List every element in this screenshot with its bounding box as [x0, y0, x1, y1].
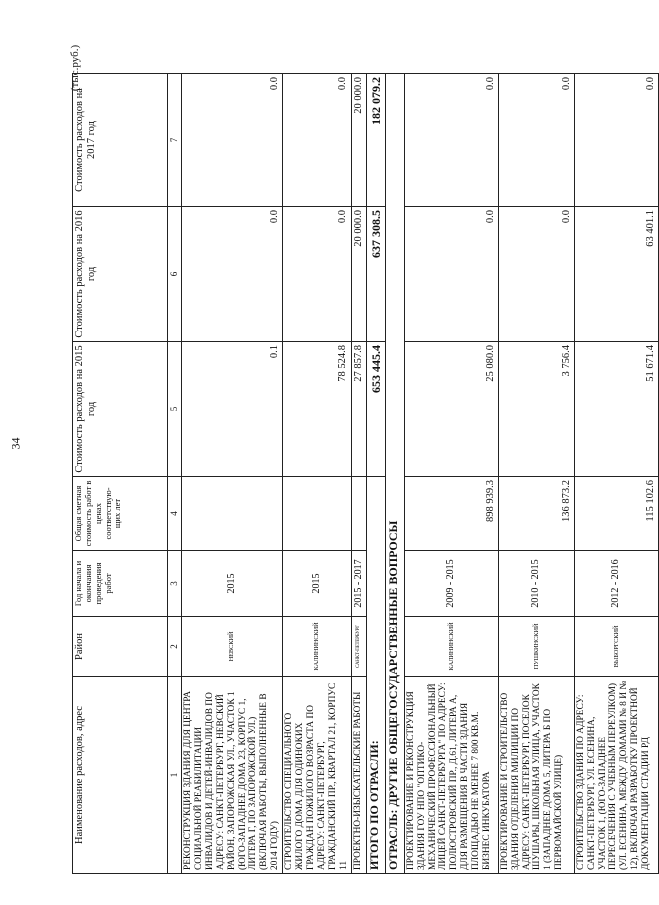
row-name: ПРОЕКТНО-ИЗЫСКАТЕЛЬСКИЕ РАБОТЫ: [351, 677, 366, 874]
row-years: 2010 - 2015: [498, 551, 574, 617]
total-2016: 637 308.5: [366, 207, 385, 342]
row-cost-2015: 0.1: [182, 342, 283, 477]
section-title: ОТРАСЛЬ: ДРУГИЕ ОБЩЕГОСУДАРСТВЕННЫЕ ВОПРОСЫ: [385, 74, 404, 874]
row-cost-2015: 27 857.8: [351, 342, 366, 477]
total-2017: 182 079.2: [366, 74, 385, 207]
row-years: 2009 - 2015: [404, 551, 498, 617]
column-index-row: [168, 74, 182, 874]
budget-table: [72, 73, 659, 874]
col-index: 4: [168, 477, 182, 551]
row-cost-2016: 63 401.1: [574, 207, 658, 342]
col-header-name: Наименование расходов, адрес: [73, 677, 168, 874]
table-row: [574, 74, 658, 874]
row-cost-2015: 51 671.4: [574, 342, 658, 477]
row-cost-2016: 0.0: [283, 207, 351, 342]
row-total-cost: [182, 477, 283, 551]
section-row: [385, 74, 404, 874]
row-name: СТРОИТЕЛЬСТВО ЗДАНИЯ ПО АДРЕСУ: САНКТ-ПЕТЕРБУРГ, УЛ. ЕСЕНИНА, УЧАСТОК 1, (ЮГО-ЗАПАДНЕЕ ПЕРЕСЕЧЕНИЯ С УЧЕБНЫМ ПЕРЕУЛКОМ) (УЛ. ЕСЕНИНА, МЕЖДУ ДОМАМИ № 8 И № 12), ВКЛЮЧАЯ РАЗРАБОТКУ ПРОЕКТНОЙ ДОКУМЕНТАЦИИ СТАДИИ РД: [574, 677, 658, 874]
header-row: [73, 74, 168, 874]
table-row: [404, 74, 498, 874]
col-index: 3: [168, 551, 182, 617]
row-cost-2017: 0.0: [404, 74, 498, 207]
row-cost-2017: 20 000.0: [351, 74, 366, 207]
row-years: 2015 - 2017: [351, 551, 366, 617]
col-index: 5: [168, 342, 182, 477]
table-row: [182, 74, 283, 874]
total-row: [366, 74, 385, 874]
row-district: НЕВСКИЙ: [182, 617, 283, 677]
row-cost-2015: 3 756.4: [498, 342, 574, 477]
row-cost-2015: 25 080.0: [404, 342, 498, 477]
row-cost-2017: 0.0: [574, 74, 658, 207]
col-index: 7: [168, 74, 182, 207]
row-name: ПРОЕКТИРОВАНИЕ И СТРОИТЕЛЬСТВО ЗДАНИЯ ОТДЕЛЕНИЯ МИЛИЦИИ ПО АДРЕСУ: САНКТ-ПЕТЕРБУРГ, ПОСЕЛОК ШУШАРЫ, ШКОЛЬНАЯ УЛИЦА, УЧАСТОК 1 (ЗАПАДНЕЕ ДОМА 5, ЛИТЕРА Б ПО ПЕРВОМАЙСКОЙ УЛИЦЕ): [498, 677, 574, 874]
row-cost-2016: 20 000.0: [351, 207, 366, 342]
row-total-cost: 115 102.6: [574, 477, 658, 551]
row-total-cost: 898 939.3: [404, 477, 498, 551]
row-district: САНКТ-ПЕТЕРБУРГ: [351, 617, 366, 677]
page-number: 34: [8, 437, 23, 450]
row-name: РЕКОНСТРУКЦИЯ ЗДАНИЯ ДЛЯ ЦЕНТРА СОЦИАЛЬНОЙ РЕАБИЛИТАЦИИ ИНВАЛИДОВ И ДЕТЕЙ-ИНВАЛИДОВ ПО АДРЕСУ: САНКТ-ПЕТЕРБУРГ, НЕВСКИЙ РАЙОН, ЗАПОРОЖСКАЯ УЛ., УЧАСТОК 1 (ЮГО-ЗАПАДНЕЕ ДОМА 23, КОРПУС 1, ЛИТЕРА Г, ПО ЗАПОРОЖСКОЙ УЛ.) (ВКЛЮЧАЯ РАБОТЫ, ВЫПОЛНЕННЫЕ В 2014 ГОДУ): [182, 677, 283, 874]
row-district: КАЛИНИНСКИЙ: [283, 617, 351, 677]
row-district: ВЫБОРГСКИЙ: [574, 617, 658, 677]
col-header-total-cost: Общая сметная стоимость работ в ценах соответствую-щих лет: [73, 477, 168, 551]
rotated-page-content: [72, 74, 656, 874]
col-header-2015: Стоимость расходов на 2015 год: [73, 342, 168, 477]
table-row: [351, 74, 366, 874]
row-cost-2016: 0.0: [182, 207, 283, 342]
row-cost-2016: 0.0: [404, 207, 498, 342]
row-years: 2012 - 2016: [574, 551, 658, 617]
row-cost-2017: 0.0: [182, 74, 283, 207]
row-name: ПРОЕКТИРОВАНИЕ И РЕКОНСТРУКЦИЯ ЗДАНИЯ ГОУ НПО "ОПТИКО-МЕХАНИЧЕСКИЙ ПРОФЕССИОНАЛЬНЫЙ ЛИЦЕЙ САНКТ-ПЕТЕРБУРГА" ПО АДРЕСУ: ПОЛЮСТРОВСКИЙ ПР., Д.61, ЛИТЕРА А, ДЛЯ РАЗМЕЩЕНИЯ В ЧАСТИ ЗДАНИЯ ПЛОЩАДЬЮ НЕ МЕНЕЕ 7 800 КВ.М. БИЗНЕС ИНКУБАТОРА: [404, 677, 498, 874]
col-header-district: Район: [73, 617, 168, 677]
table-row: [498, 74, 574, 874]
row-years: 2015: [283, 551, 351, 617]
row-years: 2015: [182, 551, 283, 617]
total-2015: 653 445.4: [366, 342, 385, 477]
row-name: СТРОИТЕЛЬСТВО СПЕЦИАЛЬНОГО ЖИЛОГО ДОМА ДЛЯ ОДИНОКИХ ГРАЖДАН ПОЖИЛОГО ВОЗРАСТА ПО АДРЕСУ: САНКТ-ПЕТЕРБУРГ, ГРАЖДАНСКИЙ ПР., КВАРТАЛ 21, КОРПУС 11: [283, 677, 351, 874]
row-total-cost: 136 873.2: [498, 477, 574, 551]
total-label: ИТОГО ПО ОТРАСЛИ:: [366, 477, 385, 874]
col-header-2017: Стоимость расходов на 2017 год: [73, 74, 168, 207]
col-header-years: Год начала и окончания проведения работ: [73, 551, 168, 617]
row-total-cost: [283, 477, 351, 551]
table-row: [283, 74, 351, 874]
col-header-2016: Стоимость расходов на 2016 год: [73, 207, 168, 342]
row-district: КАЛИНИНСКИЙ: [404, 617, 498, 677]
col-index: 2: [168, 617, 182, 677]
row-cost-2015: 78 524.8: [283, 342, 351, 477]
row-total-cost: [351, 477, 366, 551]
row-cost-2016: 0.0: [498, 207, 574, 342]
units-label: (тыс.руб.): [69, 44, 81, 92]
col-index: 1: [168, 677, 182, 874]
row-cost-2017: 0.0: [498, 74, 574, 207]
row-cost-2017: 0.0: [283, 74, 351, 207]
col-index: 6: [168, 207, 182, 342]
row-district: ПУШКИНСКИЙ: [498, 617, 574, 677]
